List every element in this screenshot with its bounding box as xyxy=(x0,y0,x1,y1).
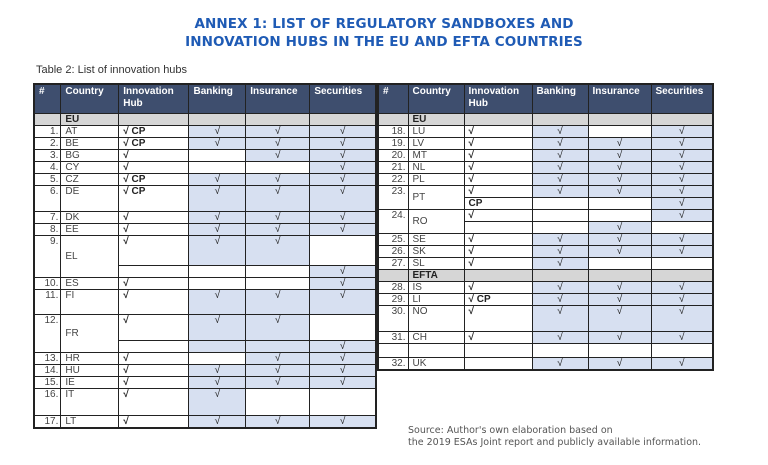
banking-cell: √ xyxy=(189,315,246,341)
insurance-cell xyxy=(588,344,651,358)
innovation-hub-cell: √ xyxy=(119,365,189,377)
country-code: FR xyxy=(61,315,119,353)
banking-cell: √ xyxy=(532,332,588,344)
country-code: EL xyxy=(61,236,119,278)
banking-cell xyxy=(532,210,588,222)
insurance-cell xyxy=(246,162,310,174)
insurance-cell: √ xyxy=(588,162,651,174)
row-number xyxy=(378,344,408,358)
securities-cell: √ xyxy=(310,353,376,365)
banking-cell: √ xyxy=(532,294,588,306)
securities-cell xyxy=(651,222,713,234)
innovation-hub-cell: √ xyxy=(119,278,189,290)
country-code: IT xyxy=(61,389,119,416)
innovation-hub-cell: √ xyxy=(119,389,189,416)
innovation-hub-cell xyxy=(464,358,532,371)
country-code: CY xyxy=(61,162,119,174)
country-code: LV xyxy=(408,138,464,150)
securities-cell: √ xyxy=(651,150,713,162)
insurance-cell xyxy=(588,258,651,270)
innovation-hub-cell: √ xyxy=(464,126,532,138)
table-row xyxy=(378,162,713,174)
innovation-hub-cell: √ xyxy=(464,332,532,344)
innovation-hub-cell: √ xyxy=(119,416,189,429)
innovation-hub-cell: √ CP xyxy=(464,294,532,306)
securities-cell: √ xyxy=(310,290,376,315)
innovation-hub-cell: √ CP xyxy=(119,174,189,186)
table-row xyxy=(34,224,376,236)
insurance-cell: √ xyxy=(588,282,651,294)
row-number: 11. xyxy=(34,290,61,315)
securities-cell: √ xyxy=(310,138,376,150)
table-row xyxy=(34,416,376,429)
securities-cell: √ xyxy=(310,162,376,174)
innovation-hub-cell: √ xyxy=(464,162,532,174)
securities-cell: √ xyxy=(310,224,376,236)
row-number: 8. xyxy=(34,224,61,236)
insurance-cell xyxy=(246,389,310,416)
insurance-cell xyxy=(246,341,310,353)
table-row xyxy=(378,210,713,222)
country-code: LT xyxy=(61,416,119,429)
innovation-hub-cell: √ xyxy=(464,282,532,294)
col-innovation-hub: Innovation Hub xyxy=(464,84,532,114)
innovation-hub-cell: √ xyxy=(119,150,189,162)
insurance-cell: √ xyxy=(588,306,651,332)
innovation-hub-cell: √ xyxy=(119,212,189,224)
row-number: 6. xyxy=(34,186,61,212)
country-code xyxy=(408,344,464,358)
country-code: BG xyxy=(61,150,119,162)
banking-cell: √ xyxy=(189,377,246,389)
section-cell xyxy=(310,114,376,126)
securities-cell: √ xyxy=(651,234,713,246)
table-row xyxy=(34,186,376,212)
innovation-hub-cell: √ xyxy=(119,162,189,174)
securities-cell: √ xyxy=(310,266,376,278)
source-note xyxy=(408,425,701,449)
insurance-cell: √ xyxy=(246,174,310,186)
innovation-hubs-table-left xyxy=(33,83,377,429)
col-country: Country xyxy=(408,84,464,114)
table-row xyxy=(378,150,713,162)
innovation-hub-cell: √ xyxy=(119,315,189,341)
banking-cell: √ xyxy=(189,212,246,224)
banking-cell: √ xyxy=(189,236,246,266)
row-number: 5. xyxy=(34,174,61,186)
row-number: 25. xyxy=(378,234,408,246)
row-number: 30. xyxy=(378,306,408,332)
banking-cell: √ xyxy=(189,224,246,236)
table-row xyxy=(378,246,713,258)
section-row xyxy=(378,114,713,126)
table-row xyxy=(34,138,376,150)
table-row xyxy=(34,278,376,290)
innovation-hub-cell: √ xyxy=(464,150,532,162)
innovation-hub-cell: √ xyxy=(119,236,189,266)
country-code: BE xyxy=(61,138,119,150)
row-number: 2. xyxy=(34,138,61,150)
table-row xyxy=(378,332,713,344)
securities-cell: √ xyxy=(651,358,713,371)
securities-cell: √ xyxy=(310,186,376,212)
section-cell xyxy=(119,114,189,126)
row-number: 21. xyxy=(378,162,408,174)
insurance-cell: √ xyxy=(588,332,651,344)
securities-cell: √ xyxy=(310,150,376,162)
banking-cell: √ xyxy=(532,246,588,258)
innovation-hub-cell: √ CP xyxy=(119,138,189,150)
section-label: EU xyxy=(61,114,119,126)
banking-cell xyxy=(532,344,588,358)
country-code: SK xyxy=(408,246,464,258)
insurance-cell: √ xyxy=(246,377,310,389)
insurance-cell: √ xyxy=(246,353,310,365)
securities-cell: √ xyxy=(651,294,713,306)
banking-cell xyxy=(532,198,588,210)
section-cell xyxy=(532,114,588,126)
source-line-1: Source: Author's own elaboration based on xyxy=(408,425,613,436)
securities-cell: √ xyxy=(310,174,376,186)
section-cell xyxy=(189,114,246,126)
insurance-cell: √ xyxy=(246,365,310,377)
country-code: RO xyxy=(408,210,464,234)
section-cell xyxy=(651,270,713,282)
innovation-hub-cell: √ xyxy=(464,174,532,186)
insurance-cell: √ xyxy=(588,186,651,198)
row-number: 32. xyxy=(378,358,408,371)
row-number: 23. xyxy=(378,186,408,210)
insurance-cell: √ xyxy=(588,246,651,258)
securities-cell: √ xyxy=(651,210,713,222)
banking-cell xyxy=(189,278,246,290)
table-row xyxy=(378,344,713,358)
row-number: 3. xyxy=(34,150,61,162)
innovation-hub-cell: √ xyxy=(464,186,532,198)
country-code: HR xyxy=(61,353,119,365)
banking-cell: √ xyxy=(532,138,588,150)
securities-cell: √ xyxy=(651,332,713,344)
row-number: 18. xyxy=(378,126,408,138)
innovation-hub-cell: √ CP xyxy=(119,186,189,212)
section-cell xyxy=(246,114,310,126)
section-label: EU xyxy=(408,114,464,126)
country-code: UK xyxy=(408,358,464,371)
col-number: # xyxy=(34,84,61,114)
country-code: ES xyxy=(61,278,119,290)
insurance-cell: √ xyxy=(246,212,310,224)
table-row xyxy=(34,236,376,266)
innovation-hub-cell xyxy=(464,222,532,234)
securities-cell: √ xyxy=(310,377,376,389)
table-row xyxy=(34,126,376,138)
country-code: EE xyxy=(61,224,119,236)
insurance-cell: √ xyxy=(246,290,310,315)
insurance-cell: √ xyxy=(246,224,310,236)
insurance-cell: √ xyxy=(246,150,310,162)
row-number: 28. xyxy=(378,282,408,294)
innovation-hub-cell: √ xyxy=(119,377,189,389)
table-row xyxy=(34,353,376,365)
banking-cell xyxy=(189,341,246,353)
banking-cell: √ xyxy=(189,389,246,416)
table-caption: Table 2: List of innovation hubs xyxy=(36,64,188,76)
insurance-cell xyxy=(588,126,651,138)
col-number: # xyxy=(378,84,408,114)
section-cell xyxy=(34,114,61,126)
table-row xyxy=(34,377,376,389)
banking-cell: √ xyxy=(532,282,588,294)
section-cell xyxy=(464,114,532,126)
banking-cell xyxy=(189,162,246,174)
insurance-cell: √ xyxy=(588,222,651,234)
banking-cell: √ xyxy=(532,174,588,186)
country-code: PL xyxy=(408,174,464,186)
innovation-hub-cell: √ xyxy=(119,290,189,315)
section-cell xyxy=(651,114,713,126)
securities-cell xyxy=(310,236,376,266)
row-number: 7. xyxy=(34,212,61,224)
innovation-hub-cell: √ xyxy=(119,224,189,236)
country-code: HU xyxy=(61,365,119,377)
insurance-cell: √ xyxy=(588,150,651,162)
banking-cell: √ xyxy=(189,186,246,212)
table-row xyxy=(378,258,713,270)
country-code: CZ xyxy=(61,174,119,186)
securities-cell: √ xyxy=(651,186,713,198)
innovation-hubs-table-right xyxy=(377,83,714,371)
securities-cell: √ xyxy=(310,126,376,138)
securities-cell: √ xyxy=(310,278,376,290)
annex-title xyxy=(0,15,768,51)
securities-cell: √ xyxy=(651,162,713,174)
section-label: EFTA xyxy=(408,270,464,282)
table-row xyxy=(34,315,376,341)
row-number: 1. xyxy=(34,126,61,138)
insurance-cell: √ xyxy=(246,236,310,266)
banking-cell: √ xyxy=(189,416,246,429)
country-code: SE xyxy=(408,234,464,246)
securities-cell: √ xyxy=(310,212,376,224)
country-code: DE xyxy=(61,186,119,212)
innovation-hub-cell: √ xyxy=(464,138,532,150)
country-code: IS xyxy=(408,282,464,294)
banking-cell: √ xyxy=(532,234,588,246)
table-row xyxy=(34,162,376,174)
securities-cell: √ xyxy=(310,341,376,353)
col-innovation-hub: Innovation Hub xyxy=(119,84,189,114)
securities-cell xyxy=(651,344,713,358)
banking-cell xyxy=(189,266,246,278)
insurance-cell: √ xyxy=(588,358,651,371)
table-row xyxy=(34,290,376,315)
banking-cell: √ xyxy=(532,150,588,162)
insurance-cell: √ xyxy=(588,138,651,150)
section-cell xyxy=(464,270,532,282)
insurance-cell: √ xyxy=(246,416,310,429)
securities-cell: √ xyxy=(651,174,713,186)
table-row xyxy=(378,306,713,332)
row-number: 22. xyxy=(378,174,408,186)
country-code: PT xyxy=(408,186,464,210)
header-row xyxy=(34,84,376,114)
banking-cell: √ xyxy=(532,306,588,332)
section-cell xyxy=(378,114,408,126)
banking-cell: √ xyxy=(532,162,588,174)
row-number: 4. xyxy=(34,162,61,174)
country-code: DK xyxy=(61,212,119,224)
row-number: 31. xyxy=(378,332,408,344)
securities-cell: √ xyxy=(310,416,376,429)
securities-cell: √ xyxy=(651,246,713,258)
row-number: 20. xyxy=(378,150,408,162)
table-row xyxy=(378,186,713,198)
innovation-hub-cell xyxy=(119,266,189,278)
banking-cell: √ xyxy=(189,138,246,150)
insurance-cell: √ xyxy=(246,186,310,212)
table-row xyxy=(378,282,713,294)
securities-cell: √ xyxy=(651,138,713,150)
securities-cell xyxy=(310,389,376,416)
section-cell xyxy=(378,270,408,282)
row-number: 13. xyxy=(34,353,61,365)
row-number: 10. xyxy=(34,278,61,290)
country-code: NL xyxy=(408,162,464,174)
insurance-cell xyxy=(588,198,651,210)
country-code: AT xyxy=(61,126,119,138)
insurance-cell: √ xyxy=(588,294,651,306)
country-code: IE xyxy=(61,377,119,389)
col-securities: Securities xyxy=(310,84,376,114)
banking-cell: √ xyxy=(189,290,246,315)
banking-cell: √ xyxy=(532,358,588,371)
section-row xyxy=(378,270,713,282)
col-insurance: Insurance xyxy=(588,84,651,114)
innovation-hub-cell: √ xyxy=(464,246,532,258)
securities-cell: √ xyxy=(651,282,713,294)
securities-cell: √ xyxy=(651,198,713,210)
innovation-hub-cell xyxy=(119,341,189,353)
banking-cell: √ xyxy=(189,365,246,377)
section-cell xyxy=(588,270,651,282)
securities-cell xyxy=(310,315,376,341)
securities-cell: √ xyxy=(310,365,376,377)
table-row xyxy=(34,389,376,416)
banking-cell: √ xyxy=(189,174,246,186)
insurance-cell: √ xyxy=(588,234,651,246)
row-number: 17. xyxy=(34,416,61,429)
country-code: CH xyxy=(408,332,464,344)
section-cell xyxy=(588,114,651,126)
innovation-hub-cell: √ xyxy=(464,234,532,246)
col-securities: Securities xyxy=(651,84,713,114)
table-row xyxy=(378,234,713,246)
innovation-hub-cell: √ xyxy=(119,353,189,365)
banking-cell xyxy=(532,222,588,234)
insurance-cell: √ xyxy=(588,174,651,186)
table-row xyxy=(34,212,376,224)
securities-cell: √ xyxy=(651,306,713,332)
row-number: 15. xyxy=(34,377,61,389)
table-row xyxy=(34,174,376,186)
row-number: 12. xyxy=(34,315,61,353)
col-banking: Banking xyxy=(532,84,588,114)
insurance-cell: √ xyxy=(246,315,310,341)
table-row xyxy=(378,138,713,150)
row-number: 26. xyxy=(378,246,408,258)
securities-cell xyxy=(651,258,713,270)
col-country: Country xyxy=(61,84,119,114)
row-number: 29. xyxy=(378,294,408,306)
row-number: 27. xyxy=(378,258,408,270)
banking-cell: √ xyxy=(189,126,246,138)
innovation-hub-cell: √ xyxy=(464,210,532,222)
title-line-2: INNOVATION HUBS IN THE EU AND EFTA COUNTRIES xyxy=(185,34,583,50)
securities-cell: √ xyxy=(651,126,713,138)
header-row xyxy=(378,84,713,114)
innovation-hub-cell: √ xyxy=(464,306,532,332)
country-code: LI xyxy=(408,294,464,306)
col-insurance: Insurance xyxy=(246,84,310,114)
country-code: NO xyxy=(408,306,464,332)
country-code: MT xyxy=(408,150,464,162)
source-line-2: the 2019 ESAs Joint report and publicly available information. xyxy=(408,437,702,448)
table-row xyxy=(34,150,376,162)
insurance-cell: √ xyxy=(246,126,310,138)
table-row xyxy=(378,358,713,371)
insurance-cell xyxy=(588,210,651,222)
table-row xyxy=(378,174,713,186)
country-code: FI xyxy=(61,290,119,315)
table-row xyxy=(34,365,376,377)
innovation-hub-cell: CP xyxy=(464,198,532,210)
row-number: 9. xyxy=(34,236,61,278)
row-number: 24. xyxy=(378,210,408,234)
insurance-cell xyxy=(246,278,310,290)
insurance-cell xyxy=(246,266,310,278)
banking-cell xyxy=(189,150,246,162)
country-code: SL xyxy=(408,258,464,270)
section-row xyxy=(34,114,376,126)
innovation-hub-cell: √ xyxy=(464,258,532,270)
banking-cell: √ xyxy=(532,186,588,198)
row-number: 16. xyxy=(34,389,61,416)
banking-cell xyxy=(189,353,246,365)
innovation-hub-cell xyxy=(464,344,532,358)
banking-cell: √ xyxy=(532,258,588,270)
table-row xyxy=(378,294,713,306)
insurance-cell: √ xyxy=(246,138,310,150)
col-banking: Banking xyxy=(189,84,246,114)
banking-cell: √ xyxy=(532,126,588,138)
table-row xyxy=(378,126,713,138)
row-number: 14. xyxy=(34,365,61,377)
row-number: 19. xyxy=(378,138,408,150)
title-line-1: ANNEX 1: LIST OF REGULATORY SANDBOXES AND xyxy=(194,16,574,32)
innovation-hub-cell: √ CP xyxy=(119,126,189,138)
section-cell xyxy=(532,270,588,282)
country-code: LU xyxy=(408,126,464,138)
